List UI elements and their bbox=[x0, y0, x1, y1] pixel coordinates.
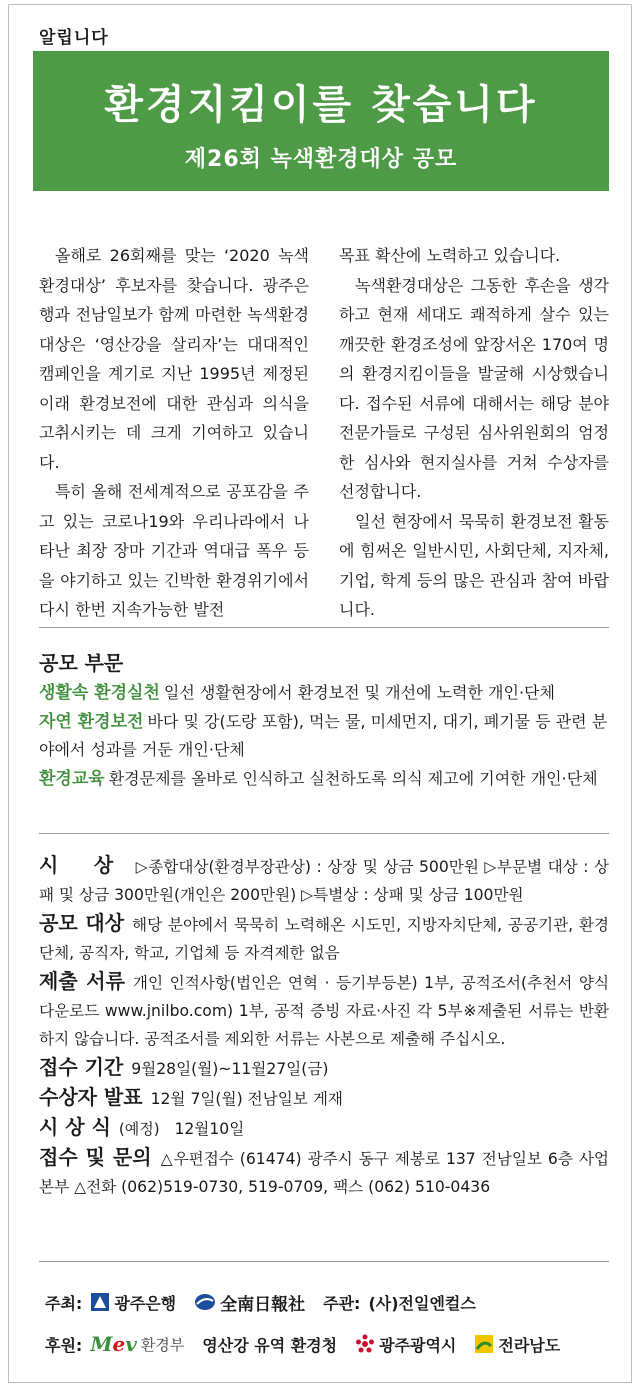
detail-contact bbox=[39, 1143, 609, 1201]
category-item bbox=[39, 708, 609, 765]
intro-paragraph: 녹색환경대상은 그동한 후손을 생각하고 현재 세대도 쾌적하게 살수 있는 깨끗한 환경조성에 앞장서온 170여 명의 환경지킴이들을 발굴해 시상했습니다. 접수된 서류에 대해서는 해당 분야 전문가들로 구성된 심사위원회의 엄정한 심사와 현지실사를 거쳐 수상자를 선정합니다. bbox=[339, 275, 609, 501]
details-section bbox=[39, 851, 609, 1201]
category-name: 자연 환경보전 bbox=[39, 711, 144, 732]
detail-ceremony bbox=[39, 1113, 609, 1143]
yeongsan-agency-name: 영산강 유역 환경청 bbox=[202, 1335, 338, 1355]
sponsor-name: 환경부 bbox=[140, 1335, 185, 1354]
detail-label: 접수 기간 bbox=[39, 1055, 124, 1079]
sponsor-name: 전라남도 bbox=[498, 1335, 561, 1355]
category-desc: 일선 생활현장에서 환경보전 및 개선에 노력한 개인·단체 bbox=[163, 683, 555, 702]
notice-page bbox=[8, 4, 632, 1383]
host-label: 주최: bbox=[45, 1293, 83, 1313]
notice-label: 알립니다 bbox=[39, 28, 109, 48]
intro-paragraph: 일선 현장에서 묵묵히 환경보전 활동에 힘써온 일반시민, 사회단체, 지자체, 기업, 학계 등의 많은 관심과 참여 바랍니다. bbox=[339, 511, 609, 619]
host-row bbox=[45, 1285, 605, 1319]
category-desc: 환경문제를 올바로 인식하고 실천하도록 의식 제고에 기여한 개인·단체 bbox=[108, 768, 598, 788]
categories-list bbox=[39, 679, 609, 793]
detail-label: 제출 서류 bbox=[39, 969, 125, 993]
organizer-name: (사)전일엔컬스 bbox=[368, 1293, 476, 1313]
divider bbox=[39, 1261, 609, 1262]
detail-label: 시 상 bbox=[39, 853, 128, 877]
jeonnam-icon bbox=[474, 1334, 494, 1354]
intro-paragraph: 목표 확산에 노력하고 있습니다. bbox=[339, 246, 561, 265]
detail-text: 해당 분야에서 묵묵히 노력해온 시도민, 지방자치단체, 공공기관, 환경단체, 공직자, 학교, 기업체 등 자격제한 없음 bbox=[39, 916, 609, 962]
intro-column-left bbox=[39, 241, 309, 625]
detail-award bbox=[39, 851, 609, 909]
detail-label: 공모 대상 bbox=[39, 911, 125, 935]
detail-text: 12월 7일(월) 전남일보 게재 bbox=[150, 1090, 343, 1108]
detail-text: 9월28일(월)~11월27일(금) bbox=[131, 1060, 329, 1078]
detail-target bbox=[39, 909, 609, 967]
divider bbox=[39, 627, 609, 628]
support-row bbox=[45, 1327, 605, 1361]
detail-period bbox=[39, 1053, 609, 1083]
mev-letter: M bbox=[90, 1332, 113, 1356]
category-item bbox=[39, 679, 609, 708]
category-desc: 바다 및 강(도랑 포함), 먹는 물, 미세먼지, 대기, 폐기물 등 관련 분야에서 성과를 거둔 개인·단체 bbox=[39, 711, 608, 759]
category-name: 환경교육 bbox=[39, 768, 105, 789]
detail-announce bbox=[39, 1083, 609, 1113]
mev-logo bbox=[90, 1332, 137, 1356]
jnilbo-logo bbox=[194, 1290, 305, 1315]
intro-paragraph: 특히 올해 전세계적으로 공포감을 주고 있는 코로나19와 우리나라에서 나타난 최장 장마 기간과 역대급 폭우 등을 야기하고 있는 긴박한 환경위기에서 다시 한번 지속가능한 발전 bbox=[39, 482, 309, 619]
category-name: 생활속 환경실천 bbox=[39, 683, 160, 703]
divider bbox=[39, 833, 609, 834]
detail-text: ▷종합대상(환경부장관상) : 상장 및 상금 500만원 ▷부문별 대상 : 상패 및 상금 300만원(개인은 200만원) ▷특별상 : 상패 및 상금 100만원 bbox=[39, 858, 609, 904]
banner-title: 환경지킴이를 찾습니다 bbox=[104, 81, 538, 128]
sponsor-name: 全南日報社 bbox=[220, 1294, 306, 1315]
detail-label: 수상자 발표 bbox=[39, 1085, 143, 1109]
detail-label: 접수 및 문의 bbox=[39, 1145, 152, 1169]
gwangju-city-icon bbox=[355, 1334, 375, 1354]
sponsor-name: 광주광역시 bbox=[379, 1335, 457, 1355]
mev-letter: v bbox=[125, 1332, 137, 1356]
detail-text: 개인 인적사항(법인은 연혁 · 등기부등본) 1부, 공적조서(추천서 양식 다운로드 www.jnilbo.com) 1부, 공적 증빙 자료·사진 각 5부※제출된 서류는 반환하지 않습니다. 공적조서를 제외한 서류는 사본으로 제출해 주십시오. bbox=[39, 974, 610, 1048]
detail-label: 시 상 식 bbox=[39, 1115, 111, 1139]
detail-text: 12월10일 bbox=[174, 1120, 245, 1138]
title-banner bbox=[33, 51, 609, 191]
jnilbo-icon bbox=[194, 1292, 216, 1312]
banner-subtitle: 제26회 녹색환경대상 공모 bbox=[184, 147, 458, 172]
gwangju-city-logo bbox=[355, 1333, 456, 1356]
detail-text: △우편접수 (61474) 광주시 동구 제봉로 137 전남일보 6층 사업본부 △전화 (062)519-0730, 519-0709, 팩스 (062) 510-0436 bbox=[39, 1150, 609, 1196]
ministry-logo bbox=[90, 1332, 184, 1356]
intro-text bbox=[39, 241, 609, 625]
mev-letter: e bbox=[112, 1332, 126, 1356]
kwangju-bank-logo bbox=[90, 1291, 176, 1314]
intro-paragraph: 올해로 26회째를 맞는 ‘2020 녹색환경대상’ 후보자를 찾습니다. 광주은행과 전남일보가 함께 마련한 녹색환경대상은 ‘영산강을 살리자’는 대대적인 캠페인을 계기로 지난 1995년 제정된 이래 환경보전에 대한 관심과 의식을 고취시키는 데 크게 기여하고 있습니다. bbox=[39, 246, 309, 472]
category-item bbox=[39, 765, 609, 794]
kwangju-bank-icon bbox=[90, 1292, 110, 1312]
categories-title: 공모 부문 bbox=[39, 651, 124, 675]
jeonnam-logo bbox=[474, 1333, 560, 1356]
detail-note: (예정) bbox=[118, 1120, 160, 1138]
support-label: 후원: bbox=[45, 1335, 83, 1355]
intro-column-right bbox=[339, 241, 609, 625]
sponsor-name: 광주은행 bbox=[114, 1293, 177, 1313]
detail-documents bbox=[39, 967, 609, 1053]
organizer-label: 주관: bbox=[323, 1293, 361, 1313]
sponsors bbox=[45, 1285, 605, 1369]
